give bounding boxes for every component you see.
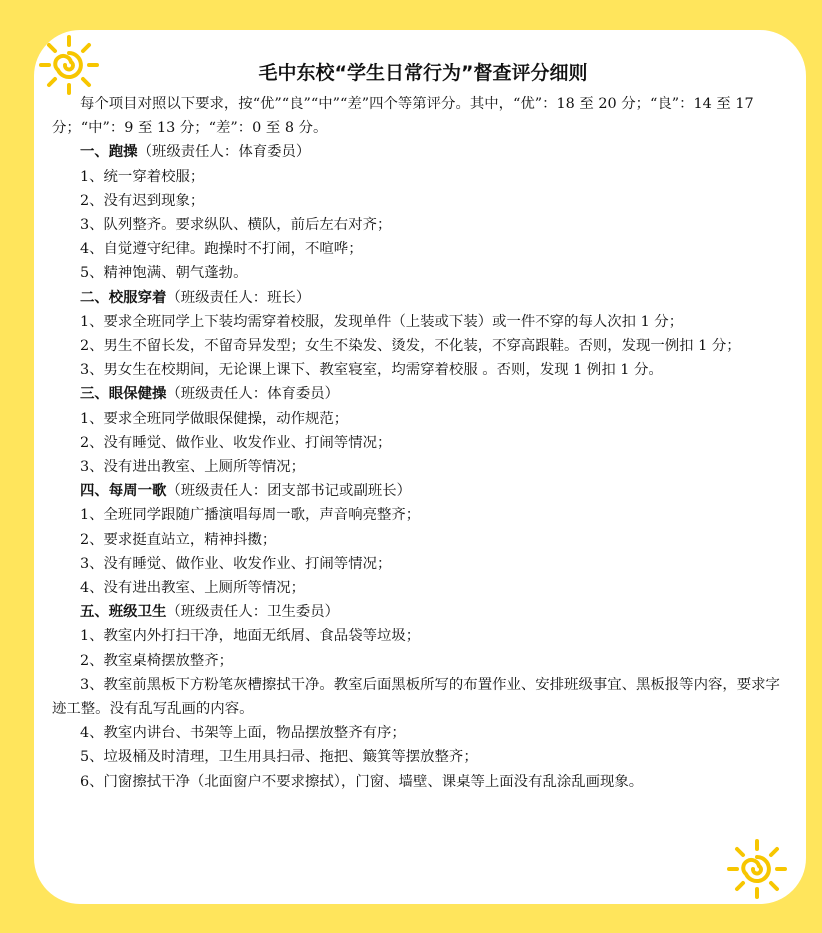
section-title: 三、眼保健操 — [80, 386, 167, 403]
section — [52, 479, 782, 600]
list-item: 3、男女生在校期间，无论课上课下、教室寝室，均需穿着校服 。否则，发现 1 例扣 1 分。 — [80, 362, 663, 379]
section — [52, 286, 782, 383]
section-heading — [52, 600, 782, 624]
section-heading — [52, 382, 782, 406]
list-item: 1、要求全班同学做眼保健操，动作规范； — [80, 410, 349, 427]
section-title: 一、跑操 — [80, 144, 138, 161]
section-responsible: （班级责任人：体育委员） — [137, 144, 311, 161]
section-responsible: （班级责任人：卫生委员） — [166, 604, 340, 621]
section-heading — [52, 479, 782, 503]
section-items — [52, 407, 782, 480]
section-items — [52, 503, 782, 600]
section-items — [52, 624, 782, 793]
section — [52, 382, 782, 479]
section-title: 二、校服穿着 — [80, 289, 167, 306]
list-item: 3、教室前黑板下方粉笔灰槽擦拭干净。教室后面黑板所写的布置作业、安排班级事宜、黑板报等内容，要求字迹工整。没有乱写乱画的内容。 — [52, 676, 780, 718]
list-item: 2、没有睡觉、做作业、收发作业、打闹等情况； — [80, 434, 392, 451]
list-item: 3、队列整齐。要求纵队、横队，前后左右对齐； — [80, 217, 392, 234]
section-title: 五、班级卫生 — [80, 604, 167, 621]
list-item: 3、没有睡觉、做作业、收发作业、打闹等情况； — [80, 555, 392, 572]
list-item: 2、没有迟到现象； — [80, 192, 205, 209]
list-item: 5、精神饱满、朝气蓬勃。 — [80, 265, 248, 282]
document-body — [52, 58, 782, 794]
section-title: 四、每周一歌 — [80, 483, 167, 500]
sections-container — [52, 140, 782, 793]
list-item: 6、门窗擦拭干净（北面窗户不要求擦拭），门窗、墙壁、课桌等上面没有乱涂乱画现象。 — [80, 773, 644, 790]
list-item: 2、教室桌椅摆放整齐； — [80, 652, 234, 669]
list-item: 1、统一穿着校服； — [80, 168, 205, 185]
section-items — [52, 165, 782, 286]
list-item: 1、全班同学跟随广播演唱每周一歌，声音响亮整齐； — [80, 507, 421, 524]
intro-paragraph: 每个项目对照以下要求，按“优”“良”“中”“差”四个等第评分。其中，“优”：18 至 20 分；“良”：14 至 17 分；“中”：9 至 13 分；“差”：0 至 8 分。 — [52, 96, 754, 137]
list-item: 4、没有进出教室、上厕所等情况； — [80, 580, 306, 597]
section — [52, 600, 782, 794]
list-item: 4、教室内讲台、书架等上面，物品摆放整齐有序； — [80, 725, 406, 742]
list-item: 4、自觉遵守纪律。跑操时不打闹，不喧哗； — [80, 241, 363, 258]
sun-icon — [726, 838, 788, 900]
section — [52, 140, 782, 285]
section-responsible: （班级责任人：班长） — [166, 289, 311, 306]
list-item: 2、男生不留长发，不留奇异发型；女生不染发、烫发，不化装，不穿高跟鞋。否则，发现一例扣 1 分； — [80, 338, 741, 355]
list-item: 2、要求挺直站立，精神抖擞； — [80, 531, 277, 548]
section-heading — [52, 286, 782, 310]
list-item: 1、要求全班同学上下装均需穿着校服，发现单件（上装或下装）或一件不穿的每人次扣 1 分； — [80, 313, 684, 330]
section-items — [52, 310, 782, 383]
list-item: 5、垃圾桶及时清理，卫生用具扫帚、拖把、簸箕等摆放整齐； — [80, 749, 478, 766]
page-title: 毛中东校“学生日常行为”督查评分细则 — [258, 62, 588, 84]
section-heading — [52, 140, 782, 164]
section-responsible: （班级责任人：体育委员） — [166, 386, 340, 403]
list-item: 1、教室内外打扫干净，地面无纸屑、食品袋等垃圾； — [80, 628, 421, 645]
list-item: 3、没有进出教室、上厕所等情况； — [80, 459, 306, 476]
section-responsible: （班级责任人：团支部书记或副班长） — [166, 483, 412, 500]
